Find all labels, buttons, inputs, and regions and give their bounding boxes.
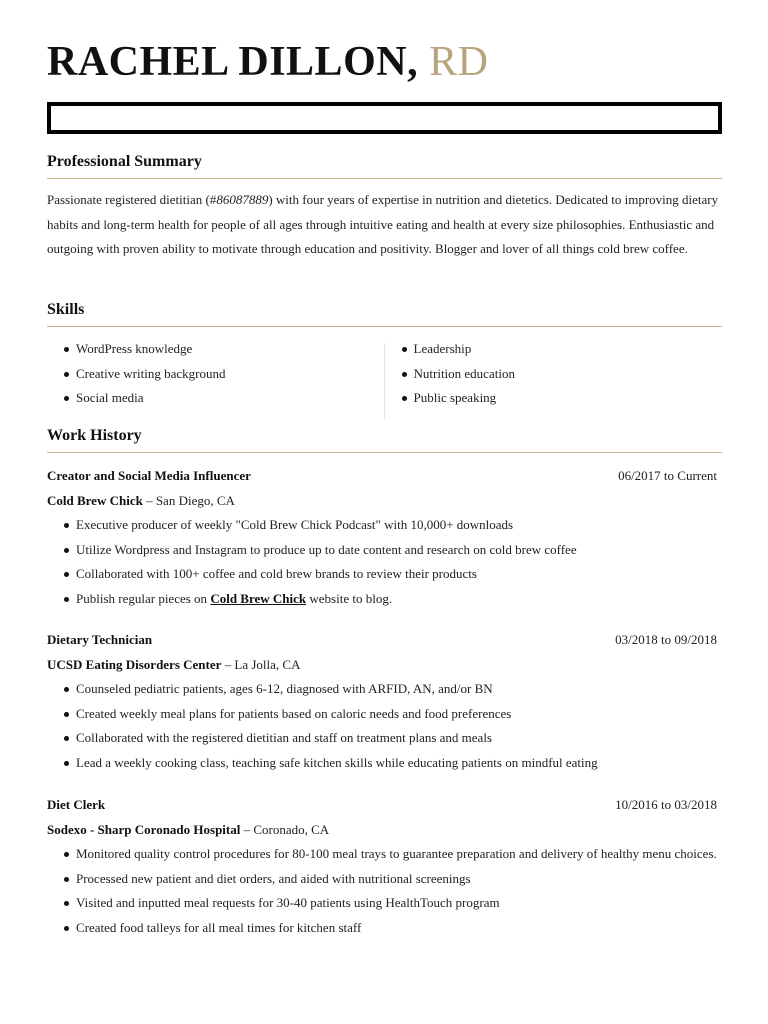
skill-item: Creative writing background <box>47 362 385 387</box>
skills-section <box>47 299 722 411</box>
bullet-icon <box>402 372 407 377</box>
job-bullet: Visited and inputted meal requests for 30-40 patients using HealthTouch program <box>47 891 717 916</box>
bullet-icon <box>64 877 69 882</box>
skills-column-right <box>385 337 723 411</box>
bullet-icon <box>64 712 69 717</box>
skills-grid <box>47 337 722 411</box>
job-employer <box>47 652 717 677</box>
bullet-icon <box>64 523 69 528</box>
job-bullet: Processed new patient and diet orders, and aided with nutritional screenings <box>47 867 717 892</box>
summary-heading: Professional Summary <box>47 153 202 170</box>
job-bullet: Utilize Wordpress and Instagram to produce up to date content and research on cold brew coffee <box>47 538 717 563</box>
job-bullet: Lead a weekly cooking class, teaching safe kitchen skills while educating patients on mindful eating <box>47 751 717 776</box>
skills-column-left <box>47 337 385 411</box>
job-title: Dietary Technician <box>47 632 153 647</box>
job-bullet: Collaborated with 100+ coffee and cold brew brands to review their products <box>47 562 717 587</box>
bullet-icon <box>64 372 69 377</box>
job-bullet: Collaborated with the registered dietitian and staff on treatment plans and meals <box>47 726 717 751</box>
skill-item: WordPress knowledge <box>47 337 385 362</box>
skill-item: Public speaking <box>385 386 723 411</box>
job-bullets <box>47 677 717 776</box>
summary-text-before-license: Passionate registered dietitian (# <box>47 192 217 207</box>
bullet-icon <box>64 548 69 553</box>
section-divider <box>47 178 722 179</box>
job-bullet: Executive producer of weekly "Cold Brew Chick Podcast" with 10,000+ downloads <box>47 513 717 538</box>
job-bullet: Counseled pediatric patients, ages 6-12, diagnosed with ARFID, AN, and/or BN <box>47 677 717 702</box>
bullet-icon <box>64 926 69 931</box>
skill-item: Leadership <box>385 337 723 362</box>
contact-info-box <box>47 102 722 134</box>
job-bullets <box>47 513 717 612</box>
work-history-section <box>47 425 722 453</box>
name-text: RACHEL DILLON, <box>47 39 419 85</box>
work-history-heading: Work History <box>47 427 142 444</box>
skills-heading: Skills <box>47 301 85 318</box>
job-dates: 03/2018 to 09/2018 <box>615 632 717 647</box>
bullet-icon <box>64 901 69 906</box>
blog-link[interactable]: Cold Brew Chick <box>210 591 307 607</box>
job-employer <box>47 488 717 513</box>
job-bullet: Created food talleys for all meal times for kitchen staff <box>47 916 717 941</box>
license-number: 86087889 <box>216 192 269 207</box>
skill-item: Social media <box>47 386 385 411</box>
summary-text-after-license: ) with four years of expertise in nutrition and dietetics. Dedicated to improving dietary habits and long-term health for people of all ages through intuitive eating and health at every size philosophies. Enthusiastic and outgoing with proven ability to motivate through education and positivity. Blogger and lover of all things cold brew coffee. <box>47 192 719 256</box>
bullet-icon <box>402 347 407 352</box>
employer-location: – Coronado, CA <box>240 822 330 837</box>
bullet-icon <box>64 347 69 352</box>
employer-name: UCSD Eating Disorders Center <box>47 657 222 672</box>
credential-text: RD <box>429 39 489 85</box>
job-entry <box>47 628 717 776</box>
section-divider <box>47 326 722 327</box>
job-bullet: Created weekly meal plans for patients based on caloric needs and food preferences <box>47 702 717 727</box>
candidate-name <box>47 36 488 88</box>
job-entry <box>47 464 717 612</box>
bullet-icon <box>64 572 69 577</box>
bullet-icon <box>64 597 69 602</box>
job-title: Creator and Social Media Influencer <box>47 468 251 483</box>
job-bullet: Publish regular pieces on Cold Brew Chick website to blog. <box>47 587 717 612</box>
employer-name: Sodexo - Sharp Coronado Hospital <box>47 822 241 837</box>
employer-location: – San Diego, CA <box>142 493 235 508</box>
bullet-icon <box>64 852 69 857</box>
employer-location: – La Jolla, CA <box>221 657 301 672</box>
skill-item: Nutrition education <box>385 362 723 387</box>
job-entry <box>47 793 717 941</box>
job-title: Diet Clerk <box>47 797 106 812</box>
job-dates: 10/2016 to 03/2018 <box>615 797 717 812</box>
bullet-icon <box>402 396 407 401</box>
bullet-icon <box>64 687 69 692</box>
bullet-icon <box>64 396 69 401</box>
summary-section <box>47 151 722 262</box>
bullet-icon <box>64 761 69 766</box>
employer-name: Cold Brew Chick <box>47 493 143 508</box>
job-employer <box>47 817 717 842</box>
summary-paragraph <box>47 188 719 262</box>
job-bullets <box>47 842 717 941</box>
job-bullet: Monitored quality control procedures for 80-100 meal trays to guarantee preparation and delivery of healthy menu choices. <box>47 842 717 867</box>
section-divider <box>47 452 722 453</box>
job-dates: 06/2017 to Current <box>618 468 717 483</box>
bullet-icon <box>64 736 69 741</box>
